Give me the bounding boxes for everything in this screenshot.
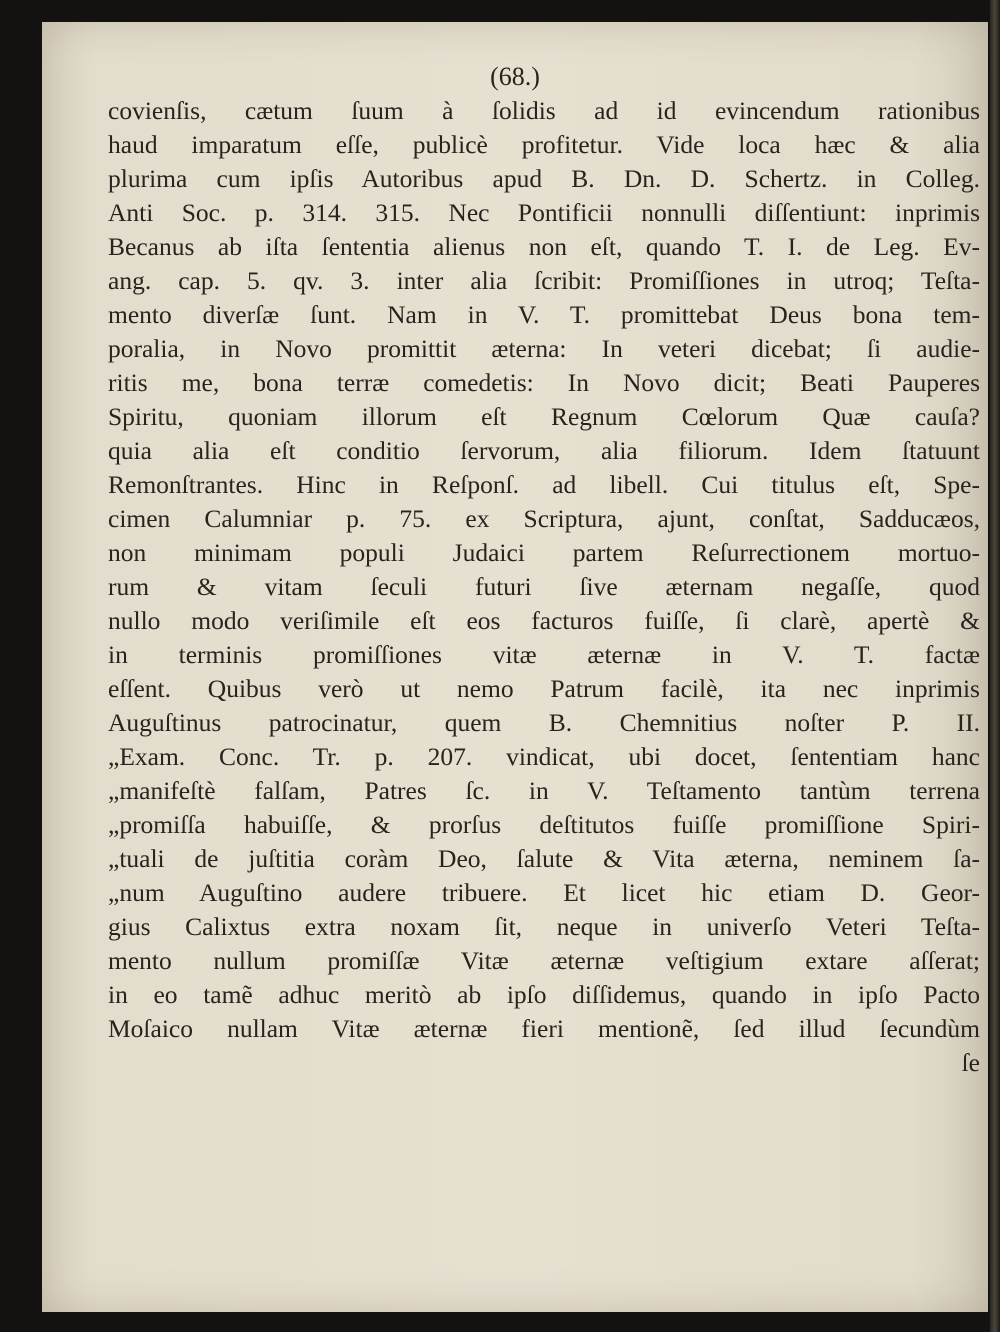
text-line: covienſis, cætum ſuum à ſolidis ad id evincendum rationibus (108, 96, 980, 125)
text-line: non minimam populi Judaici partem Reſurrectionem mortuo- (108, 538, 980, 567)
catchword: ſe (961, 1048, 980, 1077)
page-number: (68.) (490, 62, 540, 91)
text-line: Moſaico nullam Vitæ æternæ fieri mentionẽ, ſed illud ſecundùm (108, 1014, 980, 1043)
text-line: „num Auguſtino audere tribuere. Et licet hic etiam D. Geor- (108, 878, 980, 907)
text-line: ritis me, bona terræ comedetis: In Novo dicit; Beati Pauperes (108, 368, 980, 397)
text-body (108, 94, 980, 1080)
text-line: in eo tamẽ adhuc meritò ab ipſo diſſidemus, quando in ipſo Pacto (108, 980, 980, 1009)
text-line: Auguſtinus patrocinatur, quem B. Chemnitius noſter P. II. (108, 708, 980, 737)
text-line: „promiſſa habuiſſe, & prorſus deſtitutos fuiſſe promiſſione Spiri- (108, 810, 980, 839)
text-line: eſſent. Quibus verò ut nemo Patrum facilè, ita nec inprimis (108, 674, 980, 703)
text-line: „tuali de juſtitia coràm Deo, ſalute & Vita æterna, neminem ſa- (108, 844, 980, 873)
text-line: nullo modo veriſimile eſt eos facturos fuiſſe, ſi clarè, apertè & (108, 606, 980, 635)
text-line: rum & vitam ſeculi futuri ſive æternam negaſſe, quod (108, 572, 980, 601)
text-line: haud imparatum eſſe, publicè profitetur. Vide loca hæc & alia (108, 130, 980, 159)
text-line: ang. cap. 5. qv. 3. inter alia ſcribit: Promiſſiones in utroq; Teſta- (108, 266, 980, 295)
text-line: Becanus ab iſta ſententia alienus non eſt, quando T. I. de Leg. Ev- (108, 232, 980, 261)
text-line: Remonſtrantes. Hinc in Reſponſ. ad libell. Cui titulus eſt, Spe- (108, 470, 980, 499)
text-line: quia alia eſt conditio ſervorum, alia filiorum. Idem ſtatuunt (108, 436, 980, 465)
text-line: plurima cum ipſis Autoribus apud B. Dn. D. Schertz. in Colleg. (108, 164, 980, 193)
book-page (42, 22, 988, 1312)
text-line: „manifeſtè falſam, Patres ſc. in V. Teſtamento tantùm terrena (108, 776, 980, 805)
text-line: mento diverſæ ſunt. Nam in V. T. promittebat Deus bona tem- (108, 300, 980, 329)
text-line: Anti Soc. p. 314. 315. Nec Pontificii nonnulli diſſentiunt: inprimis (108, 198, 980, 227)
text-line: poralia, in Novo promittit æterna: In veteri dicebat; ſi audie- (108, 334, 980, 363)
text-line: cimen Calumniar p. 75. ex Scriptura, ajunt, conſtat, Sadducæos, (108, 504, 980, 533)
text-line: „Exam. Conc. Tr. p. 207. vindicat, ubi docet, ſententiam hanc (108, 742, 980, 771)
text-line: Spiritu, quoniam illorum eſt Regnum Cœlorum Quæ cauſa? (108, 402, 980, 431)
scan-edge (990, 0, 1000, 1332)
text-line: gius Calixtus extra noxam ſit, neque in univerſo Veteri Teſta- (108, 912, 980, 941)
text-line: in terminis promiſſiones vitæ æternæ in V. T. factæ (108, 640, 980, 669)
text-line: mento nullum promiſſæ Vitæ æternæ veſtigium extare aſſerat; (108, 946, 980, 975)
